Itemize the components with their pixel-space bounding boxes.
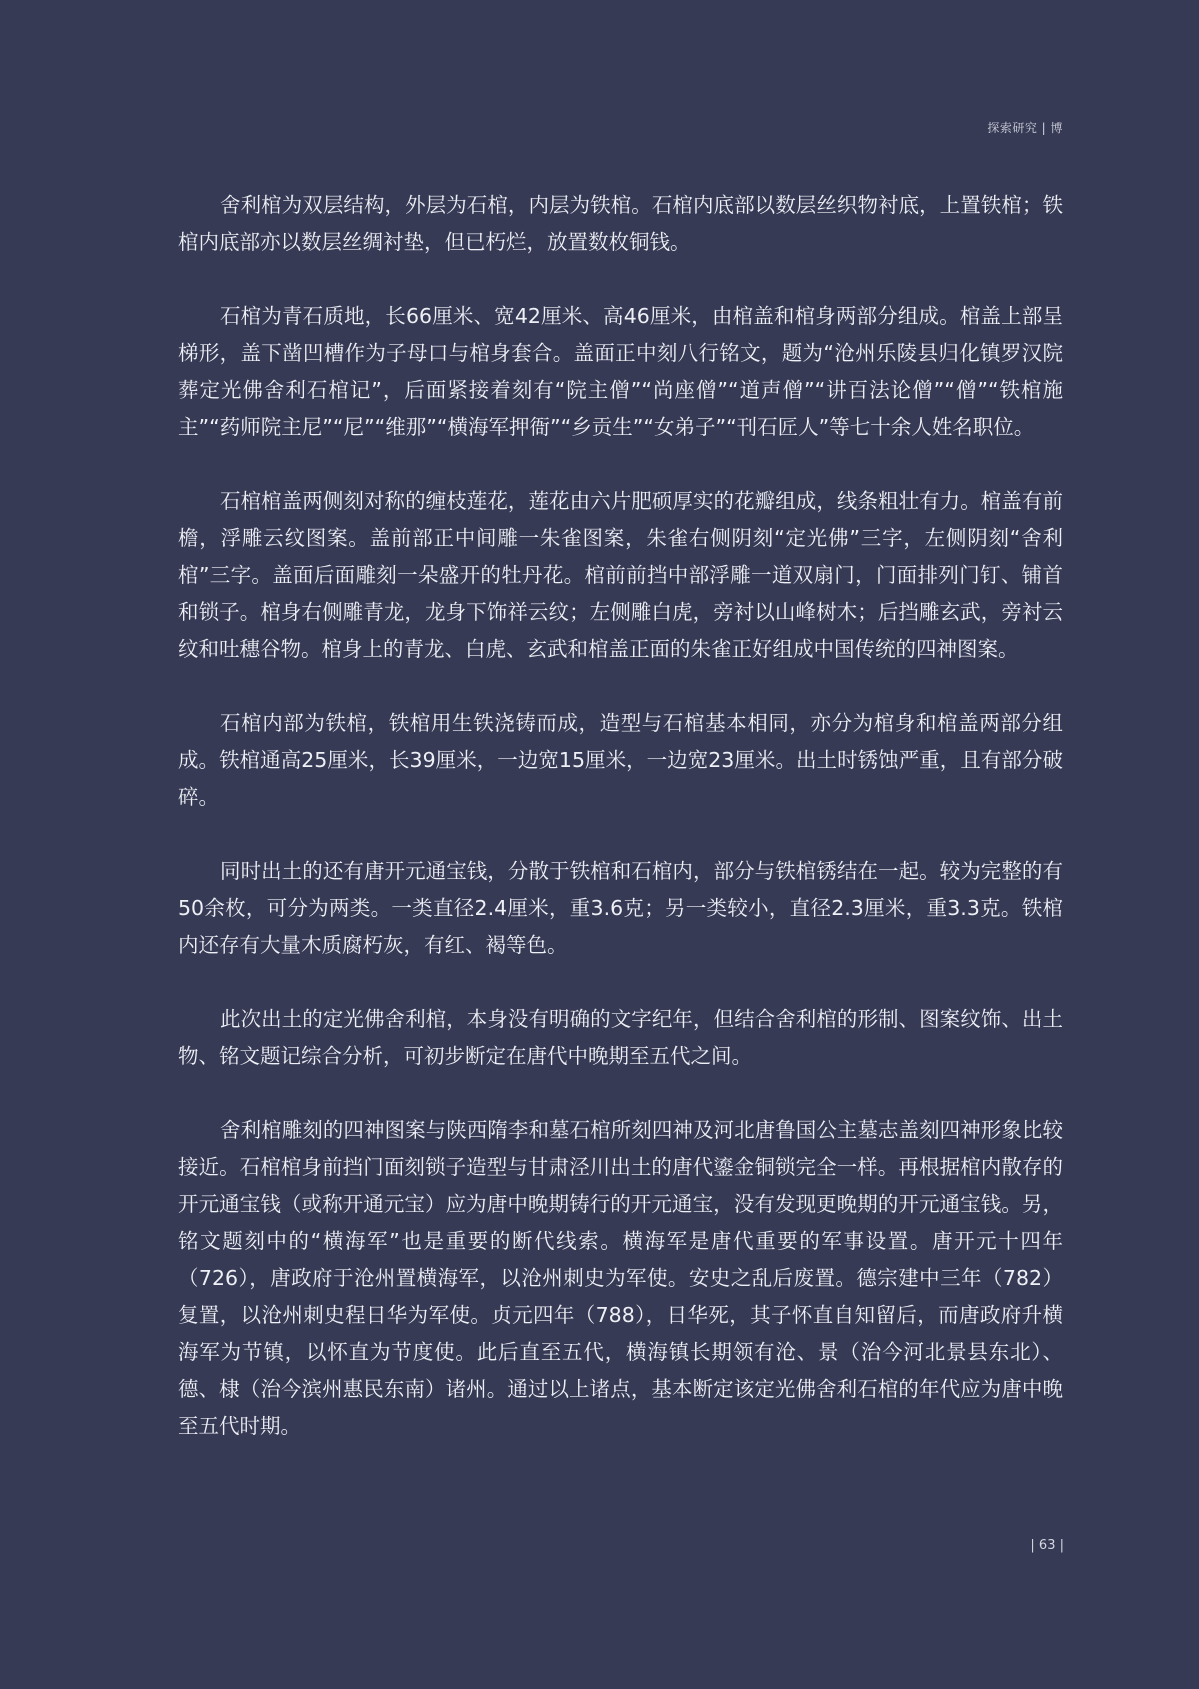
paragraph-4: 石棺内部为铁棺，铁棺用生铁浇铸而成，造型与石棺基本相同，亦分为棺身和棺盖两部分组成。铁棺通高25厘米，长39厘米，一边宽15厘米，一边宽23厘米。出土时锈蚀严重，且有部分破碎。 bbox=[178, 711, 1063, 809]
page-number: | 63 | bbox=[1030, 1538, 1064, 1553]
paragraph-3: 石棺棺盖两侧刻对称的缠枝莲花，莲花由六片肥硕厚实的花瓣组成，线条粗壮有力。棺盖有前檐，浮雕云纹图案。盖前部正中间雕一朱雀图案，朱雀右侧阴刻“定光佛”三字，左侧阴刻“舍利棺”三字。盖面后面雕刻一朵盛开的牡丹花。棺前前挡中部浮雕一道双扇门，门面排列门钉、铺首和锁子。棺身右侧雕青龙，龙身下饰祥云纹；左侧雕白虎，旁衬以山峰树木；后挡雕玄武，旁衬云纹和吐穗谷物。棺身上的青龙、白虎、玄武和棺盖正面的朱雀正好组成中国传统的四神图案。 bbox=[178, 489, 1063, 661]
running-header: 探索研究 | 博 bbox=[987, 121, 1063, 135]
paragraph-2: 石棺为青石质地，长66厘米、宽42厘米、高46厘米，由棺盖和棺身两部分组成。棺盖上部呈梯形，盖下凿凹槽作为子母口与棺身套合。盖面正中刻八行铭文，题为“沧州乐陵县归化镇罗汉院葬定光佛舍利石棺记”，后面紧接着刻有“院主僧”“尚座僧”“道声僧”“讲百法论僧”“僧”“铁棺施主”“药师院主尼”“尼”“维那”“横海军押衙”“乡贡生”“女弟子”“刊石匠人”等七十余人姓名职位。 bbox=[178, 304, 1063, 439]
paragraph-5: 同时出土的还有唐开元通宝钱，分散于铁棺和石棺内，部分与铁棺锈结在一起。较为完整的有50余枚，可分为两类。一类直径2.4厘米，重3.6克；另一类较小，直径2.3厘米，重3.3克。铁棺内还存有大量木质腐朽灰，有红、褐等色。 bbox=[178, 859, 1063, 957]
paragraph-6: 此次出土的定光佛舍利棺，本身没有明确的文字纪年，但结合舍利棺的形制、图案纹饰、出土物、铭文题记综合分析，可初步断定在唐代中晚期至五代之间。 bbox=[178, 1007, 1063, 1068]
paragraph-7: 舍利棺雕刻的四神图案与陕西隋李和墓石棺所刻四神及河北唐鲁国公主墓志盖刻四神形象比较接近。石棺棺身前挡门面刻锁子造型与甘肃泾川出土的唐代鎏金铜锁完全一样。再根据棺内散存的开元通宝钱（或称开通元宝）应为唐中晚期铸行的开元通宝，没有发现更晚期的开元通宝钱。另，铭文题刻中的“横海军”也是重要的断代线索。横海军是唐代重要的军事设置。唐开元十四年（726），唐政府于沧州置横海军，以沧州刺史为军使。安史之乱后废置。德宗建中三年（782）复置，以沧州刺史程日华为军使。贞元四年（788），日华死，其子怀直自知留后，而唐政府升横海军为节镇，以怀直为节度使。此后直至五代，横海镇长期领有沧、景（治今河北景县东北）、德、棣（治今滨州惠民东南）诸州。通过以上诸点，基本断定该定光佛舍利石棺的年代应为唐中晚至五代时期。 bbox=[178, 1118, 1063, 1438]
article-body bbox=[178, 187, 1063, 1445]
paragraph-1: 舍利棺为双层结构，外层为石棺，内层为铁棺。石棺内底部以数层丝织物衬底，上置铁棺；铁棺内底部亦以数层丝绸衬垫，但已朽烂，放置数枚铜钱。 bbox=[178, 193, 1063, 254]
